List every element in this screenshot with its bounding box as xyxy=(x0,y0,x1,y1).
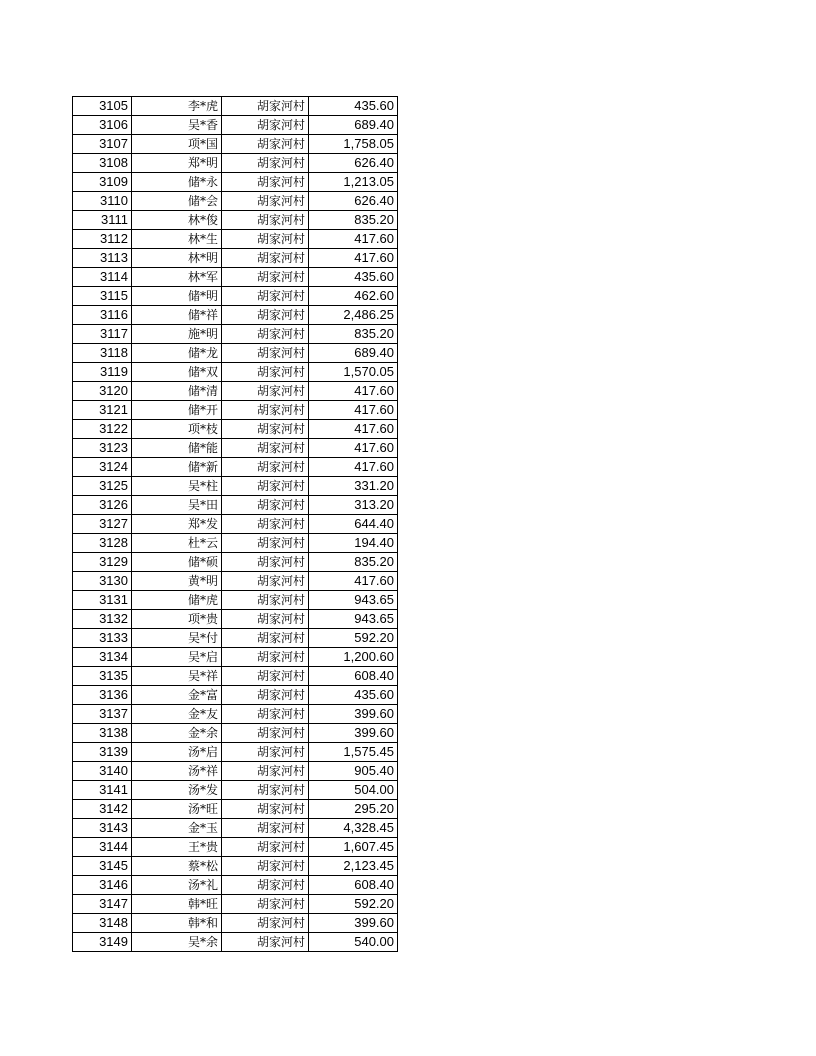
village-cell: 胡家河村 xyxy=(222,895,309,914)
name-cell: 储*硕 xyxy=(132,553,222,572)
village-cell: 胡家河村 xyxy=(222,401,309,420)
row-id-cell: 3109 xyxy=(73,173,132,192)
table-row xyxy=(73,192,398,211)
name-cell: 储*虎 xyxy=(132,591,222,610)
table-row xyxy=(73,116,398,135)
village-cell: 胡家河村 xyxy=(222,211,309,230)
table-row xyxy=(73,553,398,572)
name-cell: 储*开 xyxy=(132,401,222,420)
table-row xyxy=(73,154,398,173)
amount-cell: 417.60 xyxy=(309,382,398,401)
row-id-cell: 3131 xyxy=(73,591,132,610)
name-cell: 汤*启 xyxy=(132,743,222,762)
row-id-cell: 3107 xyxy=(73,135,132,154)
row-id-cell: 3143 xyxy=(73,819,132,838)
row-id-cell: 3132 xyxy=(73,610,132,629)
amount-cell: 194.40 xyxy=(309,534,398,553)
name-cell: 吴*柱 xyxy=(132,477,222,496)
amount-cell: 417.60 xyxy=(309,439,398,458)
row-id-cell: 3140 xyxy=(73,762,132,781)
village-cell: 胡家河村 xyxy=(222,515,309,534)
data-table xyxy=(72,96,398,952)
name-cell: 林*生 xyxy=(132,230,222,249)
village-cell: 胡家河村 xyxy=(222,800,309,819)
amount-cell: 417.60 xyxy=(309,230,398,249)
row-id-cell: 3126 xyxy=(73,496,132,515)
row-id-cell: 3136 xyxy=(73,686,132,705)
name-cell: 项*枝 xyxy=(132,420,222,439)
row-id-cell: 3148 xyxy=(73,914,132,933)
table-row xyxy=(73,306,398,325)
name-cell: 黄*明 xyxy=(132,572,222,591)
amount-cell: 435.60 xyxy=(309,268,398,287)
name-cell: 林*明 xyxy=(132,249,222,268)
name-cell: 王*贵 xyxy=(132,838,222,857)
name-cell: 吴*启 xyxy=(132,648,222,667)
name-cell: 吴*祥 xyxy=(132,667,222,686)
village-cell: 胡家河村 xyxy=(222,154,309,173)
name-cell: 汤*礼 xyxy=(132,876,222,895)
table-row xyxy=(73,800,398,819)
table-row xyxy=(73,477,398,496)
row-id-cell: 3115 xyxy=(73,287,132,306)
village-cell: 胡家河村 xyxy=(222,610,309,629)
amount-cell: 1,213.05 xyxy=(309,173,398,192)
table-row xyxy=(73,401,398,420)
table-row xyxy=(73,838,398,857)
row-id-cell: 3130 xyxy=(73,572,132,591)
village-cell: 胡家河村 xyxy=(222,553,309,572)
table-row xyxy=(73,97,398,116)
village-cell: 胡家河村 xyxy=(222,933,309,952)
amount-cell: 905.40 xyxy=(309,762,398,781)
amount-cell: 435.60 xyxy=(309,97,398,116)
name-cell: 吴*余 xyxy=(132,933,222,952)
name-cell: 郑*发 xyxy=(132,515,222,534)
amount-cell: 644.40 xyxy=(309,515,398,534)
name-cell: 储*双 xyxy=(132,363,222,382)
table-row xyxy=(73,819,398,838)
amount-cell: 592.20 xyxy=(309,895,398,914)
village-cell: 胡家河村 xyxy=(222,724,309,743)
table-row xyxy=(73,762,398,781)
row-id-cell: 3117 xyxy=(73,325,132,344)
row-id-cell: 3118 xyxy=(73,344,132,363)
row-id-cell: 3127 xyxy=(73,515,132,534)
table-row xyxy=(73,287,398,306)
village-cell: 胡家河村 xyxy=(222,629,309,648)
amount-cell: 608.40 xyxy=(309,876,398,895)
village-cell: 胡家河村 xyxy=(222,344,309,363)
table-row xyxy=(73,135,398,154)
amount-cell: 1,575.45 xyxy=(309,743,398,762)
village-cell: 胡家河村 xyxy=(222,363,309,382)
table-row xyxy=(73,363,398,382)
row-id-cell: 3144 xyxy=(73,838,132,857)
row-id-cell: 3138 xyxy=(73,724,132,743)
amount-cell: 417.60 xyxy=(309,249,398,268)
name-cell: 储*永 xyxy=(132,173,222,192)
amount-cell: 689.40 xyxy=(309,344,398,363)
table-row xyxy=(73,648,398,667)
amount-cell: 626.40 xyxy=(309,192,398,211)
table-row xyxy=(73,686,398,705)
amount-cell: 435.60 xyxy=(309,686,398,705)
name-cell: 李*虎 xyxy=(132,97,222,116)
name-cell: 储*会 xyxy=(132,192,222,211)
amount-cell: 540.00 xyxy=(309,933,398,952)
village-cell: 胡家河村 xyxy=(222,914,309,933)
table-row xyxy=(73,629,398,648)
name-cell: 储*祥 xyxy=(132,306,222,325)
village-cell: 胡家河村 xyxy=(222,382,309,401)
amount-cell: 2,486.25 xyxy=(309,306,398,325)
amount-cell: 4,328.45 xyxy=(309,819,398,838)
amount-cell: 835.20 xyxy=(309,325,398,344)
row-id-cell: 3123 xyxy=(73,439,132,458)
table-row xyxy=(73,591,398,610)
name-cell: 施*明 xyxy=(132,325,222,344)
amount-cell: 417.60 xyxy=(309,572,398,591)
village-cell: 胡家河村 xyxy=(222,325,309,344)
village-cell: 胡家河村 xyxy=(222,249,309,268)
name-cell: 汤*发 xyxy=(132,781,222,800)
row-id-cell: 3116 xyxy=(73,306,132,325)
name-cell: 金*富 xyxy=(132,686,222,705)
table-row xyxy=(73,857,398,876)
row-id-cell: 3113 xyxy=(73,249,132,268)
name-cell: 储*新 xyxy=(132,458,222,477)
row-id-cell: 3105 xyxy=(73,97,132,116)
table-row xyxy=(73,458,398,477)
village-cell: 胡家河村 xyxy=(222,230,309,249)
village-cell: 胡家河村 xyxy=(222,534,309,553)
table-row xyxy=(73,724,398,743)
name-cell: 金*玉 xyxy=(132,819,222,838)
table-row xyxy=(73,344,398,363)
village-cell: 胡家河村 xyxy=(222,762,309,781)
name-cell: 储*龙 xyxy=(132,344,222,363)
village-cell: 胡家河村 xyxy=(222,439,309,458)
row-id-cell: 3110 xyxy=(73,192,132,211)
amount-cell: 399.60 xyxy=(309,705,398,724)
amount-cell: 295.20 xyxy=(309,800,398,819)
name-cell: 吴*付 xyxy=(132,629,222,648)
amount-cell: 417.60 xyxy=(309,420,398,439)
table-row xyxy=(73,781,398,800)
row-id-cell: 3146 xyxy=(73,876,132,895)
village-cell: 胡家河村 xyxy=(222,857,309,876)
village-cell: 胡家河村 xyxy=(222,496,309,515)
amount-cell: 835.20 xyxy=(309,553,398,572)
village-cell: 胡家河村 xyxy=(222,686,309,705)
name-cell: 项*贵 xyxy=(132,610,222,629)
village-cell: 胡家河村 xyxy=(222,192,309,211)
table-row xyxy=(73,743,398,762)
table-row xyxy=(73,933,398,952)
row-id-cell: 3135 xyxy=(73,667,132,686)
amount-cell: 331.20 xyxy=(309,477,398,496)
row-id-cell: 3112 xyxy=(73,230,132,249)
village-cell: 胡家河村 xyxy=(222,572,309,591)
row-id-cell: 3111 xyxy=(73,211,132,230)
amount-cell: 943.65 xyxy=(309,610,398,629)
amount-cell: 835.20 xyxy=(309,211,398,230)
name-cell: 汤*祥 xyxy=(132,762,222,781)
row-id-cell: 3125 xyxy=(73,477,132,496)
name-cell: 林*军 xyxy=(132,268,222,287)
table-row xyxy=(73,895,398,914)
row-id-cell: 3129 xyxy=(73,553,132,572)
table-row xyxy=(73,382,398,401)
table-row xyxy=(73,173,398,192)
table-row xyxy=(73,515,398,534)
amount-cell: 592.20 xyxy=(309,629,398,648)
amount-cell: 417.60 xyxy=(309,401,398,420)
row-id-cell: 3133 xyxy=(73,629,132,648)
amount-cell: 1,607.45 xyxy=(309,838,398,857)
table-row xyxy=(73,268,398,287)
amount-cell: 608.40 xyxy=(309,667,398,686)
village-cell: 胡家河村 xyxy=(222,173,309,192)
name-cell: 吴*香 xyxy=(132,116,222,135)
row-id-cell: 3141 xyxy=(73,781,132,800)
amount-cell: 313.20 xyxy=(309,496,398,515)
amount-cell: 2,123.45 xyxy=(309,857,398,876)
row-id-cell: 3106 xyxy=(73,116,132,135)
table-row xyxy=(73,534,398,553)
row-id-cell: 3134 xyxy=(73,648,132,667)
row-id-cell: 3147 xyxy=(73,895,132,914)
table-row xyxy=(73,439,398,458)
amount-cell: 689.40 xyxy=(309,116,398,135)
table-row xyxy=(73,876,398,895)
name-cell: 吴*田 xyxy=(132,496,222,515)
table-row xyxy=(73,211,398,230)
table-row xyxy=(73,572,398,591)
row-id-cell: 3114 xyxy=(73,268,132,287)
village-cell: 胡家河村 xyxy=(222,268,309,287)
village-cell: 胡家河村 xyxy=(222,876,309,895)
row-id-cell: 3128 xyxy=(73,534,132,553)
name-cell: 汤*旺 xyxy=(132,800,222,819)
table-row xyxy=(73,914,398,933)
village-cell: 胡家河村 xyxy=(222,648,309,667)
village-cell: 胡家河村 xyxy=(222,97,309,116)
amount-cell: 417.60 xyxy=(309,458,398,477)
table-body xyxy=(73,97,398,952)
amount-cell: 1,570.05 xyxy=(309,363,398,382)
row-id-cell: 3122 xyxy=(73,420,132,439)
name-cell: 杜*云 xyxy=(132,534,222,553)
row-id-cell: 3149 xyxy=(73,933,132,952)
table-row xyxy=(73,610,398,629)
village-cell: 胡家河村 xyxy=(222,135,309,154)
village-cell: 胡家河村 xyxy=(222,458,309,477)
name-cell: 储*能 xyxy=(132,439,222,458)
name-cell: 储*清 xyxy=(132,382,222,401)
name-cell: 储*明 xyxy=(132,287,222,306)
name-cell: 韩*旺 xyxy=(132,895,222,914)
village-cell: 胡家河村 xyxy=(222,819,309,838)
village-cell: 胡家河村 xyxy=(222,306,309,325)
row-id-cell: 3137 xyxy=(73,705,132,724)
name-cell: 金*友 xyxy=(132,705,222,724)
amount-cell: 504.00 xyxy=(309,781,398,800)
name-cell: 郑*明 xyxy=(132,154,222,173)
row-id-cell: 3120 xyxy=(73,382,132,401)
amount-cell: 1,758.05 xyxy=(309,135,398,154)
amount-cell: 626.40 xyxy=(309,154,398,173)
village-cell: 胡家河村 xyxy=(222,743,309,762)
name-cell: 金*余 xyxy=(132,724,222,743)
village-cell: 胡家河村 xyxy=(222,838,309,857)
table-row xyxy=(73,705,398,724)
amount-cell: 399.60 xyxy=(309,724,398,743)
village-cell: 胡家河村 xyxy=(222,116,309,135)
village-cell: 胡家河村 xyxy=(222,781,309,800)
amount-cell: 1,200.60 xyxy=(309,648,398,667)
row-id-cell: 3139 xyxy=(73,743,132,762)
table-row xyxy=(73,249,398,268)
table-row xyxy=(73,420,398,439)
village-cell: 胡家河村 xyxy=(222,287,309,306)
row-id-cell: 3121 xyxy=(73,401,132,420)
row-id-cell: 3145 xyxy=(73,857,132,876)
amount-cell: 943.65 xyxy=(309,591,398,610)
table-row xyxy=(73,667,398,686)
table-row xyxy=(73,230,398,249)
village-cell: 胡家河村 xyxy=(222,591,309,610)
name-cell: 蔡*松 xyxy=(132,857,222,876)
row-id-cell: 3124 xyxy=(73,458,132,477)
village-cell: 胡家河村 xyxy=(222,477,309,496)
table-row xyxy=(73,325,398,344)
village-cell: 胡家河村 xyxy=(222,705,309,724)
name-cell: 项*国 xyxy=(132,135,222,154)
amount-cell: 462.60 xyxy=(309,287,398,306)
row-id-cell: 3142 xyxy=(73,800,132,819)
name-cell: 林*俊 xyxy=(132,211,222,230)
name-cell: 韩*和 xyxy=(132,914,222,933)
village-cell: 胡家河村 xyxy=(222,667,309,686)
row-id-cell: 3119 xyxy=(73,363,132,382)
table-row xyxy=(73,496,398,515)
village-cell: 胡家河村 xyxy=(222,420,309,439)
row-id-cell: 3108 xyxy=(73,154,132,173)
amount-cell: 399.60 xyxy=(309,914,398,933)
